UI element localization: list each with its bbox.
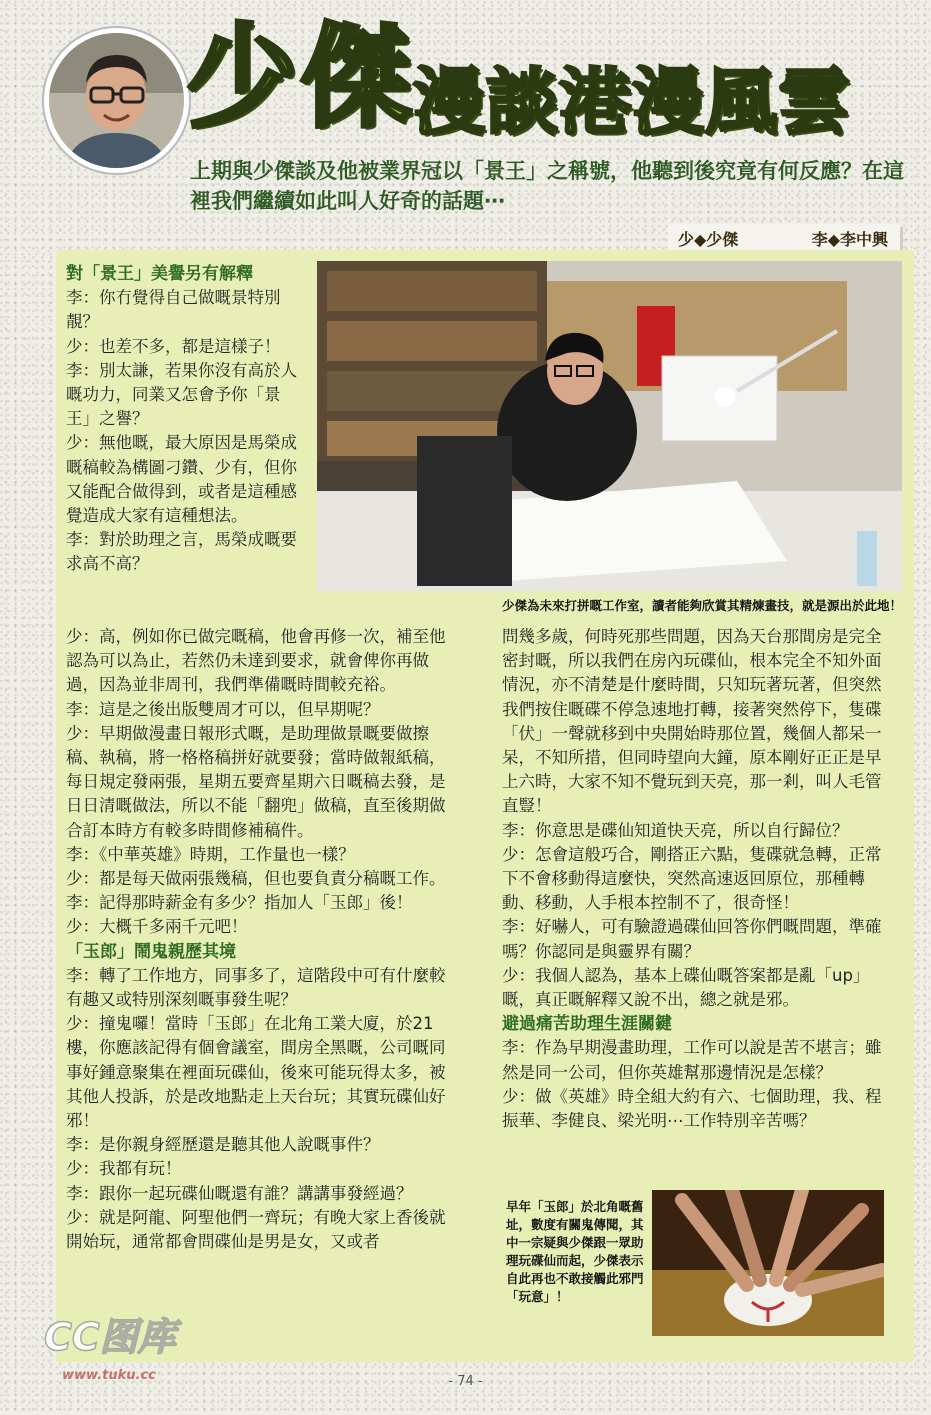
- dialogue-paragraph: 少：無他嘅，最大原因是馬榮成嘅稿較為構圖刁鑽、少有，但你又能配合做得到，或者是這種感覺造成大家有這種想法。: [66, 433, 297, 526]
- left-column: [66, 262, 298, 577]
- dialogue-paragraph: 李：別太謙，若果你沒有高於人嘅功力，同業又怎會予你「景王」之譽？: [66, 360, 297, 429]
- left-wide-column: [66, 625, 458, 1254]
- dialogue-paragraph: 李：對於助理之言，馬榮成嘅要求高不高？: [66, 530, 297, 574]
- dialogue-paragraph: 少：大概千多兩千元吧！: [66, 917, 248, 937]
- right-column: [502, 625, 894, 1133]
- dialogue-paragraph: 少：也差不多，都是這樣子！: [66, 336, 281, 356]
- studio-photo: [317, 261, 902, 591]
- photo-caption-ouija: 早年「玉郎」於北角嘅舊址，數度有關鬼傳聞，其中一宗疑與少傑跟一眾助理玩碟仙而起，少傑表示自此再也不敢接觸此邪門「玩意」！: [506, 1199, 644, 1304]
- page-title-sub: 漫談港漫風雲: [413, 60, 852, 144]
- dialogue-paragraph: 少：早期做漫畫日報形式嘅，是助理做景嘅要做擦稿、執稿，將一格格稿拼好就要發；當時做報紙稿，每日規定發兩張，星期五要齊星期六日嘅稿去發，是日日清嘅做法，所以不能「翻兜」做稿，直至後期做合訂本時方有較多時間修補稿件。: [66, 723, 446, 840]
- dialogue-paragraph: 李：作為早期漫畫助理，工作可以說是苦不堪言；雖然是同一公司，但你英雄幫那邊情況是怎樣？: [502, 1038, 882, 1082]
- dialogue-paragraph: 少：我都有玩！: [66, 1159, 182, 1179]
- section-heading: 對「景王」美譽另有解釋: [66, 264, 253, 284]
- byline-interviewee: 少◆少傑: [678, 229, 739, 249]
- lead-paragraph: 上期與少傑談及他被業界冠以「景王」之稱號，他聽到後究竟有何反應？在這裡我們繼續如此叫人好奇的話題⋯: [190, 159, 904, 213]
- dialogue-paragraph: 少：做《英雄》時全組大約有六、七個助理，我、程振華、李健良、梁光明⋯工作特別辛苦嗎？: [502, 1086, 882, 1131]
- dialogue-paragraph: 李：是你親身經歷還是聽其他人說嘅事件？: [66, 1135, 380, 1155]
- dialogue-paragraph: 李：這是之後出版雙周才可以，但早期呢？: [66, 699, 380, 719]
- dialogue-paragraph: 李：《中華英雄》時期，工作量也一樣？: [66, 844, 355, 864]
- byline-interviewer: 李◆李中興: [811, 229, 888, 249]
- dialogue-paragraph: 李：記得那時薪金有多少？指加人「玉郎」後！: [66, 893, 413, 913]
- page-number: - 74 -: [448, 1374, 483, 1389]
- page-title-main: 少傑: [186, 13, 414, 143]
- dialogue-paragraph: 李：你意思是碟仙知道快天亮，所以自行歸位？: [502, 820, 849, 840]
- dialogue-paragraph: 問幾多歲，何時死那些問題，因為天台那間房是完全密封嘅，所以我們在房內玩碟仙，根本完全不知外面情況，亦不清楚是什麼時間，只知玩著玩著，但突然我們按住嘅碟不停急速地打轉，接著突然停下，隻碟「伏」一聲就移到中央開始時那位置，幾個人都呆一呆，不知所措，但同時望向大鐘，原本剛好正正是早上六時，大家不知不覺玩到天亮，那一剎，叫人毛管直豎！: [502, 627, 882, 816]
- watermark-logo: CC图库: [44, 1315, 176, 1359]
- dialogue-paragraph: 少：都是每天做兩張幾稿，但也要負責分稿嘅工作。: [66, 869, 446, 889]
- watermark-url: www.tuku.cc: [62, 1368, 156, 1383]
- dialogue-paragraph: 少：怎會這般巧合，剛搭正六點，隻碟就急轉，正常下不會移動得這麼快，突然高速返回原位，那種轉動、移動，人手根本控制不了，很奇怪！: [502, 844, 882, 913]
- dialogue-paragraph: 李：你冇覺得自己做嘅景特別靚？: [66, 288, 281, 332]
- photo-caption-studio: 少傑為未來打拼嘅工作室，讀者能夠欣賞其精煉畫技，就是源出於此地！: [501, 598, 902, 613]
- byline: [668, 224, 900, 252]
- dialogue-paragraph: 少：高，例如你已做完嘅稿，他會再修一次，補至他認為可以為止，若然仍未達到要求，就會俾你再做過，因為並非周刊，我們準備嘅時間較充裕。: [66, 627, 446, 695]
- dialogue-paragraph: 李：跟你一起玩碟仙嘅還有誰？講講事發經過？: [66, 1183, 413, 1203]
- ouija-plate-photo: [652, 1190, 884, 1336]
- section-heading: 「玉郎」鬧鬼親歷其境: [66, 941, 236, 962]
- dialogue-paragraph: 少：就是阿龍、阿聖他們一齊玩；有晚大家上香後就開始玩，通常都會問碟仙是男是女，又或者: [66, 1207, 446, 1252]
- section-heading: 避過痛苦助理生涯關鍵: [502, 1014, 672, 1035]
- author-portrait: [44, 28, 189, 173]
- dialogue-paragraph: 少：我個人認為，基本上碟仙嘅答案都是亂「up」嘅，真正嘅解釋又說不出，總之就是邪。: [502, 965, 870, 1010]
- dialogue-paragraph: 李：好嚇人，可有驗證過碟仙回答你們嘅問題，準確嗎？你認同是與靈界有關？: [502, 917, 882, 961]
- dialogue-paragraph: 李：轉了工作地方，同事多了，這階段中可有什麼較有趣又或特別深刻嘅事發生呢？: [66, 965, 446, 1010]
- dialogue-paragraph: 少：撞鬼囉！當時「玉郎」在北角工業大廈，於21樓，你應該記得有個會議室，間房全黑嘅，公司嘅同事好鍾意聚集在裡面玩碟仙，後來可能玩得太多，被其他人投訴，於是改地點走上天台玩；其實玩碟仙好邪！: [66, 1014, 446, 1131]
